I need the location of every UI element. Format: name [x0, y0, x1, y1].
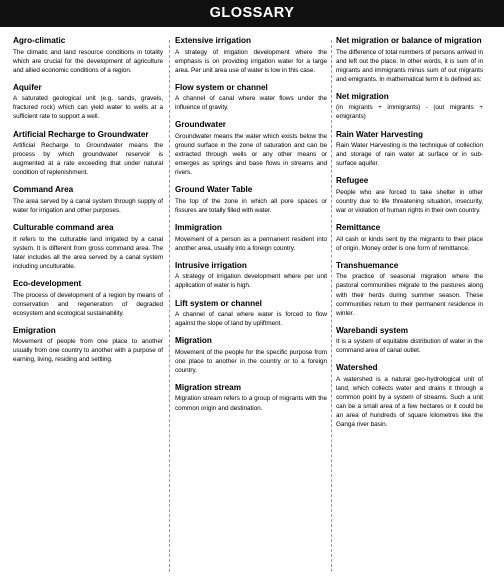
glossary-entry	[13, 279, 163, 318]
glossary-term: Remittance	[336, 223, 381, 233]
glossary-term: Emigration	[13, 325, 56, 335]
glossary-term: Command Area	[13, 185, 74, 195]
glossary-term: Culturable command area	[13, 223, 114, 233]
glossary-entry	[175, 336, 327, 375]
glossary-definition: A channel of canal where water flows under the influence of gravity.	[175, 95, 327, 112]
glossary-definition: A watershed is a natural geo-hydrological unit of land, which collects water and drains it through a common point by a system of streams. Such a unit can be a small area of a few hectares or it could be an area of hundreds of square kilometres like the Ganga river basin.	[336, 375, 483, 429]
glossary-definition: The climatic and land resource conditions in totality which are crucial for the development of agriculture and allied economic conditions of a region.	[13, 48, 163, 74]
glossary-entry	[175, 223, 327, 253]
glossary-entry	[13, 130, 163, 178]
glossary-term: Migration	[175, 336, 212, 346]
glossary-definition: A channel of canal where water is forced to flow against the slope of land by upliftment.	[175, 311, 327, 328]
glossary-entry	[336, 130, 483, 169]
glossary-entry	[13, 83, 163, 122]
glossary-entry	[175, 83, 327, 113]
glossary-entry	[13, 326, 163, 365]
glossary-entry	[175, 299, 327, 329]
glossary-definition: Groundwater means the water which exists below the ground surface in the zone of saturation and can be extracted through wells or any other means or emerges as springs and base flows in streams and rivers.	[175, 132, 327, 177]
glossary-term: Refugee	[336, 176, 369, 186]
glossary-definition: The process of development of a region by means of conservation and regeneration of degraded ecosystem and ecological sustainability.	[13, 291, 163, 317]
column-divider	[331, 40, 332, 572]
glossary-term: Extensive irrigation	[175, 36, 251, 45]
glossary-definition: The area served by a canal system through supply of water for irrigation and other purposes.	[13, 197, 163, 215]
glossary-entry	[175, 120, 327, 177]
glossary-definition: Movement of people from one place to another usually from one country to another with a purpose of earning, living, residing and settling.	[13, 338, 163, 364]
glossary-definition: A strategy of irrigation development where the emphasis is on providing irrigation water for a large area. Per unit area use of water is low in this case.	[175, 48, 327, 74]
glossary-term: Intrusive irrigation	[175, 260, 247, 270]
glossary-definition: People who are forced to take shelter in other country due to life threatening situation, insecurity, war or violation of human rights in their own country.	[336, 188, 483, 215]
glossary-term: Immigration	[175, 223, 222, 233]
glossary-term: Net migration or balance of migration	[336, 36, 482, 45]
glossary-definition: (in migrants + immigrants) - (out migrants + emigrants)	[336, 104, 483, 121]
glossary-term: Rain Water Harvesting	[336, 129, 424, 139]
glossary-term: Groundwater	[175, 120, 226, 130]
glossary-entry	[336, 36, 483, 84]
glossary-entry	[336, 176, 483, 215]
glossary-column-2	[175, 36, 327, 576]
glossary-term: Agro-climatic	[13, 36, 66, 45]
glossary-term: Migration stream	[175, 382, 241, 392]
glossary-term: Ground Water Table	[175, 185, 253, 195]
glossary-entry	[175, 261, 327, 291]
glossary-entry	[13, 185, 163, 215]
glossary-term: Watershed	[336, 363, 378, 373]
glossary-column-3	[336, 36, 483, 576]
glossary-term: Net migration	[336, 91, 389, 101]
page-title: GLOSSARY	[0, 0, 504, 27]
glossary-entry	[175, 36, 327, 75]
glossary-definition: A saturated geological unit (e.g. sands, gravels, fractured rock) which can yield water to wells at a sufficient rate to support a well.	[13, 95, 163, 121]
glossary-term: Aquifer	[13, 82, 42, 92]
glossary-definition: Movement of the people for the specific purpose from one place to another in the country or to a foreign country.	[175, 348, 327, 374]
glossary-definition: A strategy of irrigation development where per unit application of water is high.	[175, 273, 327, 290]
glossary-definition: Rain Water Harvesting is the technique of collection and storage of rain water at surface or in sub-surface aquifer.	[336, 142, 483, 168]
glossary-column-1	[13, 36, 163, 576]
glossary-entry	[13, 36, 163, 75]
glossary-entry	[175, 383, 327, 413]
glossary-entry	[336, 261, 483, 318]
glossary-entry	[336, 326, 483, 356]
column-divider	[169, 40, 170, 572]
glossary-term: Warebandi system	[336, 325, 409, 335]
glossary-term: Flow system or channel	[175, 82, 268, 92]
glossary-term: Artificial Recharge to Groundwater	[13, 129, 149, 139]
glossary-definition: It refers to the culturable land irrigated by a canal system. It is different from gross command area. The later includes all the area served by a canal system including unculturable.	[13, 235, 163, 270]
glossary-definition: It is a system of equitable distribution of water in the command area of canal outlet.	[336, 338, 483, 355]
glossary-entry	[336, 223, 483, 253]
glossary-definition: The difference of total numbers of persons arrived in and left out the place. In other words, it is sum of in migrants and immigrants minus sum of out migrants and emigrants. In mathematical term it is defined as:	[336, 48, 483, 83]
glossary-definition: Artificial Recharge to Groundwater means the process by which groundwater reservoir is augmented at a rate exceeding that under natural condition of replenishment.	[13, 142, 163, 177]
glossary-definition: Migration stream refers to a group of migrants with the common origin and destination.	[175, 395, 327, 412]
glossary-entry	[336, 92, 483, 122]
glossary-definition: Movement of a person as a permanent resident into another area, usually into a foreign country.	[175, 235, 327, 252]
glossary-definition: The practice of seasonal migration where the pastoral communities migrate to the pastures along with their herds during summer season. These communities return to their permanent residence in winter.	[336, 273, 483, 317]
glossary-definition: The top of the zone in which all pore spaces or fissures are totally filled with water.	[175, 197, 327, 215]
glossary-entry	[13, 223, 163, 271]
glossary-entry	[175, 185, 327, 215]
glossary-entry	[336, 363, 483, 429]
glossary-term: Transhuemance	[336, 260, 399, 270]
glossary-definition: All cash or kinds sent by the migrants to their place of origin. Money order is one form of remittance.	[336, 235, 483, 252]
glossary-term: Eco-development	[13, 279, 82, 288]
glossary-term: Lift system or channel	[175, 298, 262, 308]
